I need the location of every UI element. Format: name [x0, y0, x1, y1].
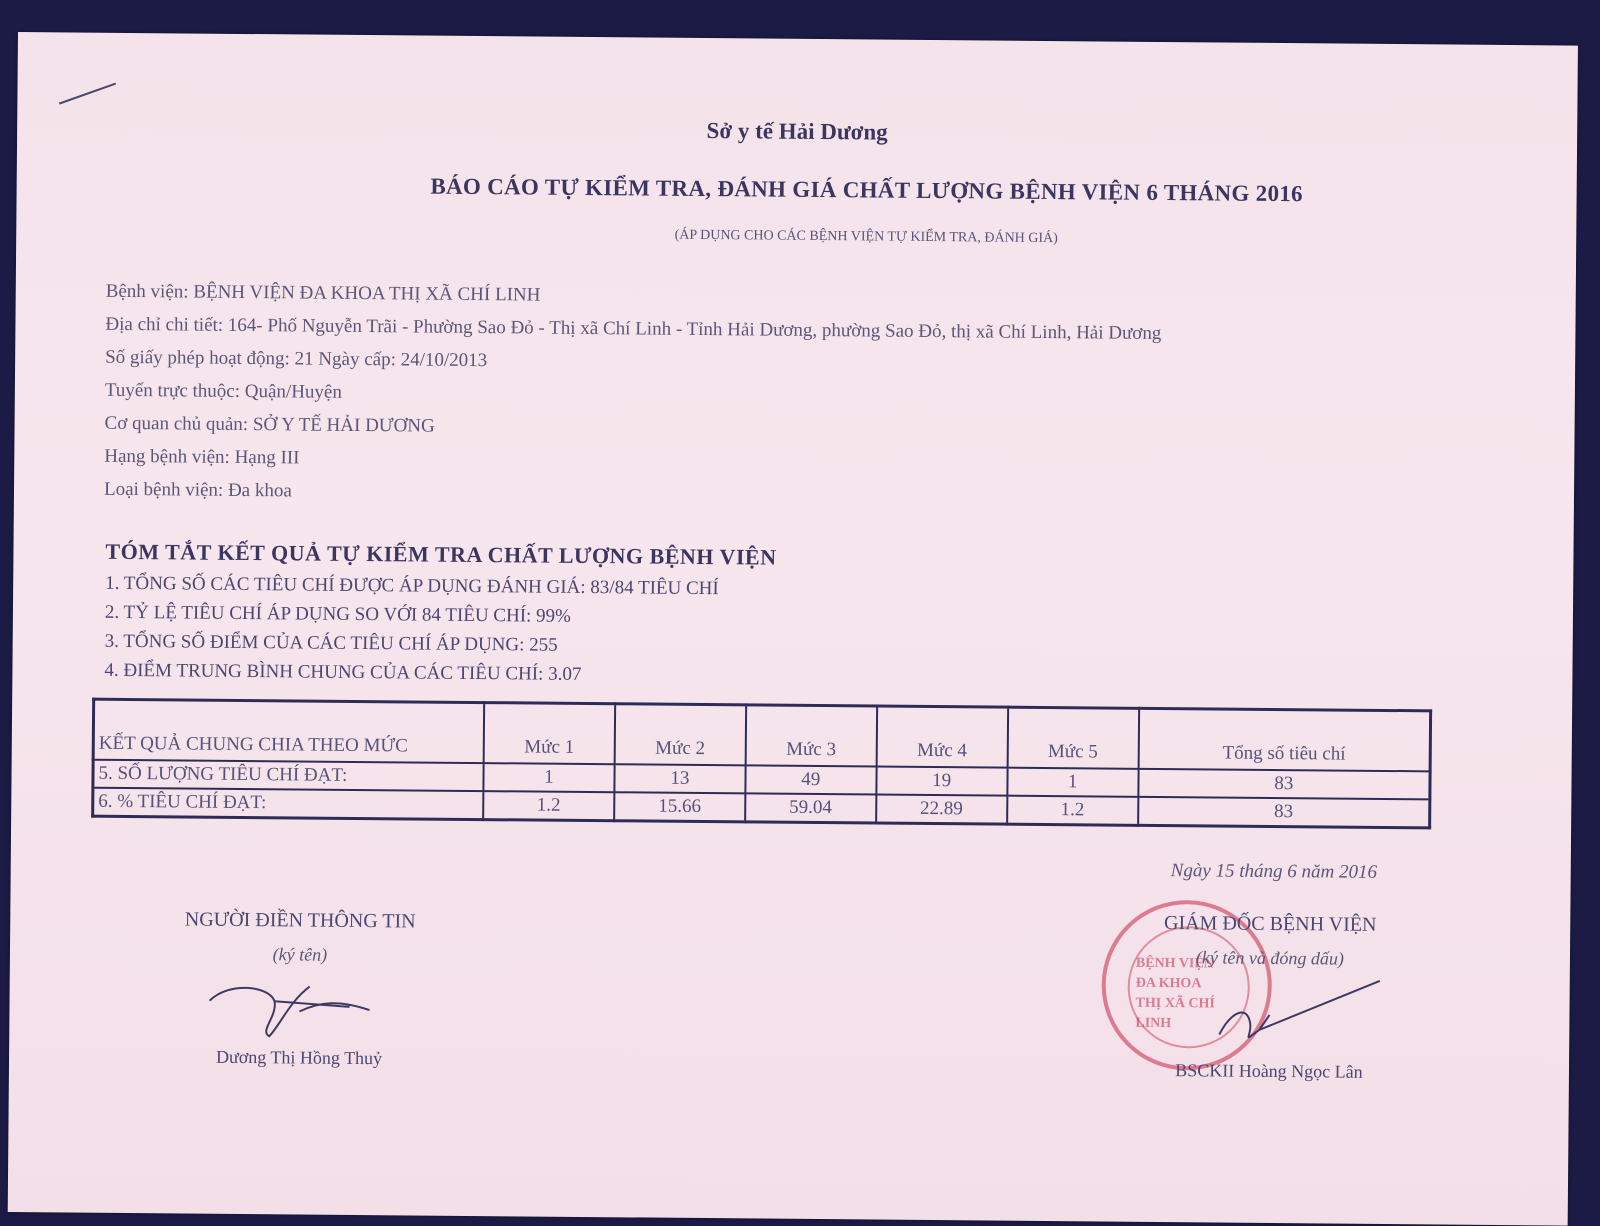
signer-note: (ký tên và đóng dấu) [1195, 947, 1345, 969]
table-header-cell: Mức 4 [876, 706, 1007, 768]
table-header-cell: Mức 3 [745, 705, 876, 767]
info-address: Địa chỉ chi tiết: 164- Phố Nguyễn Trãi - Phường Sao Đỏ - Thị xã Chí Linh - Tỉnh Hải Dương, phường Sao Đỏ, thị xã Chí Linh, Hải Dương [105, 313, 1162, 344]
info-level: Tuyến trực thuộc: Quận/Huyện [104, 379, 343, 403]
stamp-line: THỊ XÃ CHÍ LINH [1135, 995, 1215, 1032]
report-date: Ngày 15 tháng 6 năm 2016 [1170, 860, 1378, 883]
pen-mark [59, 83, 116, 105]
table-header-cell: Mức 5 [1007, 707, 1138, 769]
table-cell: 83 [1138, 797, 1430, 828]
handwritten-signature [1149, 974, 1390, 1056]
info-rank: Hạng bệnh viện: Hạng III [104, 445, 300, 469]
stamp-line: ĐA KHOA [1135, 975, 1202, 992]
table-cell: 6. % TIÊU CHÍ ĐẠT: [93, 788, 484, 820]
table-cell: 1.2 [1007, 796, 1138, 826]
table-cell: 83 [1138, 769, 1430, 800]
report-subtitle: (ÁP DỤNG CHO CÁC BỆNH VIỆN TỰ KIỂM TRA, ĐÁNH GIÁ) [674, 227, 1058, 247]
info-license: Số giấy phép hoạt động: 21 Ngày cấp: 24/10/2013 [105, 346, 488, 372]
stamp-line: BỆNH VIỆN [1135, 955, 1214, 972]
table-cell: 5. SỐ LƯỢNG TIÊU CHÍ ĐẠT: [93, 760, 484, 791]
table-header-cell: Tổng số tiêu chí [1138, 708, 1430, 771]
results-table [91, 698, 1432, 830]
summary-heading: TÓM TẮT KẾT QUẢ TỰ KIỂM TRA CHẤT LƯỢNG BỆNH VIỆN [105, 538, 777, 570]
summary-item: 1. TỔNG SỐ CÁC TIÊU CHÍ ĐƯỢC ÁP DỤNG ĐÁNH GIÁ: 83/84 TIÊU CHÍ [105, 572, 719, 600]
table-cell: 1 [1007, 768, 1138, 797]
table-header-cell: KẾT QUẢ CHUNG CHIA THEO MỨC [93, 699, 484, 763]
table-header-cell: Mức 2 [615, 704, 746, 766]
info-authority: Cơ quan chủ quản: SỞ Y TẾ HẢI DƯƠNG [104, 412, 435, 437]
summary-item: 4. ĐIỂM TRUNG BÌNH CHUNG CỦA CÁC TIÊU CHÍ: 3.07 [104, 659, 582, 685]
table-cell: 49 [745, 765, 876, 794]
hospital-info [104, 275, 1162, 515]
report-paper [8, 32, 1578, 1226]
table-cell: 59.04 [745, 793, 876, 823]
right-signature-block [1119, 912, 1420, 1084]
table-cell: 15.66 [614, 792, 745, 822]
table-cell: 13 [614, 764, 745, 793]
summary-item: 2. TỶ LỆ TIÊU CHÍ ÁP DỤNG SO VỚI 84 TIÊU CHÍ: 99% [104, 601, 572, 627]
left-signature-block [149, 908, 450, 1070]
summary-item: 3. TỔNG SỐ ĐIỂM CỦA CÁC TIÊU CHÍ ÁP DỤNG: 255 [104, 630, 558, 656]
signer-role: GIÁM ĐỐC BỆNH VIỆN [1163, 912, 1377, 936]
handwritten-signature [199, 971, 400, 1043]
summary-section [104, 535, 776, 691]
table-header-cell: Mức 1 [484, 703, 615, 765]
info-hospital: Bệnh viện: BỆNH VIỆN ĐA KHOA THỊ XÃ CHÍ LINH [105, 280, 541, 306]
signer-role: NGƯỜI ĐIỀN THÔNG TIN [184, 908, 416, 933]
department-name: Sở y tế Hải Dương [706, 118, 888, 145]
table-cell: 22.89 [876, 795, 1007, 825]
table-cell: 1 [483, 763, 614, 792]
signer-note: (ký tên) [272, 944, 328, 965]
table-cell: 19 [876, 767, 1007, 796]
signer-name: Dương Thị Hồng Thuỷ [215, 1046, 383, 1069]
table-cell: 1.2 [483, 791, 614, 821]
info-type: Loại bệnh viện: Đa khoa [103, 478, 292, 502]
signer-name: BSCKII Hoàng Ngọc Lân [1175, 1060, 1363, 1082]
report-title: BÁO CÁO TỰ KIỂM TRA, ĐÁNH GIÁ CHẤT LƯỢNG BỆNH VIỆN 6 THÁNG 2016 [430, 173, 1304, 207]
